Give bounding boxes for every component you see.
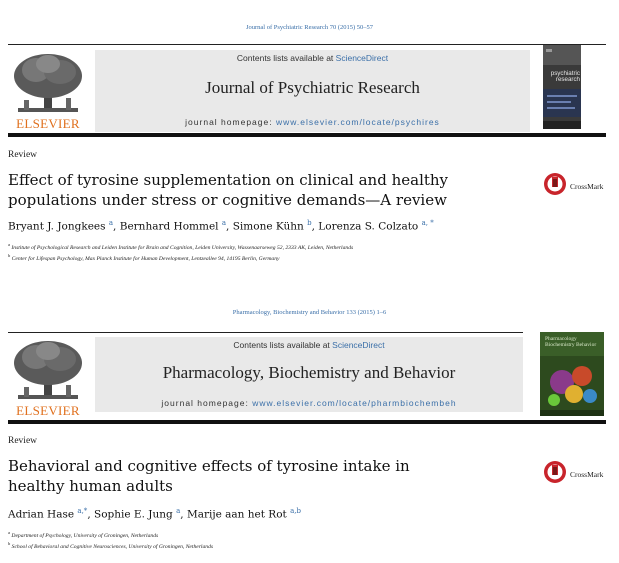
journal-cover[interactable] [540, 332, 604, 416]
journal-banner [95, 50, 530, 132]
affiliation-text: Center for Lifespan Psychology, Max Planck Institute for Human Development, Lentzeallee 94, 14195 Berlin, Germany [11, 256, 280, 263]
publisher-wordmark: ELSEVIER [16, 403, 80, 418]
author-affiliation-mark[interactable]: a,b [290, 507, 301, 515]
affiliation-mark: b [8, 541, 11, 547]
header-bottom-rule [8, 133, 606, 137]
author-affiliation-mark[interactable]: a, * [421, 219, 434, 227]
article-type: Review [8, 150, 38, 160]
publisher-wordmark: ELSEVIER [16, 116, 80, 131]
affiliation-text: School of Behavioral and Cognitive Neurosciences, University of Groningen, Netherlands [11, 544, 214, 551]
contents-prefix: Contents lists available at [236, 53, 336, 63]
journal-title: Pharmacology, Biochemistry and Behavior [162, 363, 456, 382]
affiliation-line [8, 241, 353, 252]
homepage-line [95, 398, 523, 408]
journal-cover[interactable] [543, 45, 581, 129]
article-title: Behavioral and cognitive effects of tyrosine intake in healthy human adults [8, 457, 410, 495]
crossmark-label: CrossMark [570, 470, 604, 479]
author-affiliation-mark[interactable]: a [176, 507, 181, 515]
crossmark-badge[interactable] [543, 172, 618, 202]
affiliation-mark: a [8, 530, 10, 535]
elsevier-logo [8, 337, 88, 422]
sciencedirect-link[interactable]: ScienceDirect [332, 340, 385, 350]
journal-citation[interactable]: Pharmacology, Biochemistry and Behavior 133 (2015) 1–6 [232, 309, 387, 316]
journal-citation[interactable]: Journal of Psychiatric Research 70 (2015) 50–57 [245, 24, 374, 31]
elsevier-logo [8, 50, 88, 135]
affiliation-line [8, 252, 353, 263]
cover-title: Pharmacology Biochemistry Behavior [545, 336, 597, 348]
author-name[interactable]: Bernhard Hommel [119, 220, 219, 233]
elsevier-tree-icon [8, 50, 88, 118]
homepage-link[interactable]: www.elsevier.com/locate/pharmbiochembeh [252, 398, 457, 408]
author-affiliation-mark[interactable]: b [307, 219, 312, 227]
affiliation-text: Institute of Psychological Research and Leiden Institute for Brain and Cognition, Leiden University, Wassenaarseweg 52, 2333 AK, Leiden, Netherlands [11, 244, 354, 251]
author-name[interactable]: Marije aan het Rot [186, 508, 287, 521]
header-top-rule [8, 44, 606, 45]
homepage-prefix: journal homepage: [185, 117, 276, 127]
elsevier-tree-icon [8, 337, 88, 405]
affiliation-mark: b [8, 253, 11, 259]
author-affiliation-mark[interactable]: a [221, 219, 227, 227]
affiliations [8, 529, 213, 552]
affiliation-mark: a [8, 242, 10, 247]
article-type: Review [8, 436, 38, 446]
homepage-link[interactable]: www.elsevier.com/locate/psychires [275, 117, 440, 127]
author-affiliation-mark[interactable]: a [108, 219, 114, 227]
homepage-line [95, 117, 530, 127]
journal-title: Journal of Psychiatric Research [205, 78, 420, 97]
affiliation-line [8, 540, 213, 551]
author-name[interactable]: Simone Kühn [232, 220, 304, 233]
author-name[interactable]: Bryant J. Jongkees [8, 220, 106, 233]
author-list: Adrian Hase $^{a,*}$, Sophie E. Jung $^a$, Marije aan het Rot $^{a,b}$ [8, 507, 301, 521]
header-bottom-rule [8, 420, 606, 424]
header-top-rule [8, 332, 523, 333]
affiliation-text: Department of Psychology, University of Groningen, Netherlands [11, 532, 159, 539]
journal-banner [95, 337, 523, 412]
affiliations [8, 241, 353, 264]
cover-title: psychiatric research [550, 70, 580, 83]
crossmark-icon [543, 172, 567, 196]
author-list: Bryant J. Jongkees $^a$, Bernhard Hommel $^a$, Simone Kühn $^b$, Lorenza S. Colzato $^{a, *}$ [8, 219, 434, 233]
homepage-prefix: journal homepage: [161, 398, 253, 408]
contents-line [95, 340, 523, 350]
crossmark-badge[interactable] [543, 460, 618, 490]
contents-prefix: Contents lists available at [233, 340, 333, 350]
sciencedirect-link[interactable]: ScienceDirect [335, 53, 389, 63]
journal-cover-image [543, 45, 581, 129]
author-name[interactable]: Lorenza S. Colzato [318, 220, 419, 233]
affiliation-line [8, 529, 213, 540]
crossmark-label: CrossMark [570, 182, 604, 191]
crossmark-icon [543, 460, 567, 484]
author-name[interactable]: Adrian Hase [8, 508, 75, 521]
article-header-2 [0, 300, 619, 563]
author-name[interactable]: Sophie E. Jung [94, 508, 173, 521]
author-affiliation-mark[interactable]: a,* [77, 507, 88, 515]
article-title: Effect of tyrosine supplementation on clinical and healthy populations under stress or cognitive demands—A review [8, 171, 449, 209]
contents-line [95, 53, 530, 63]
